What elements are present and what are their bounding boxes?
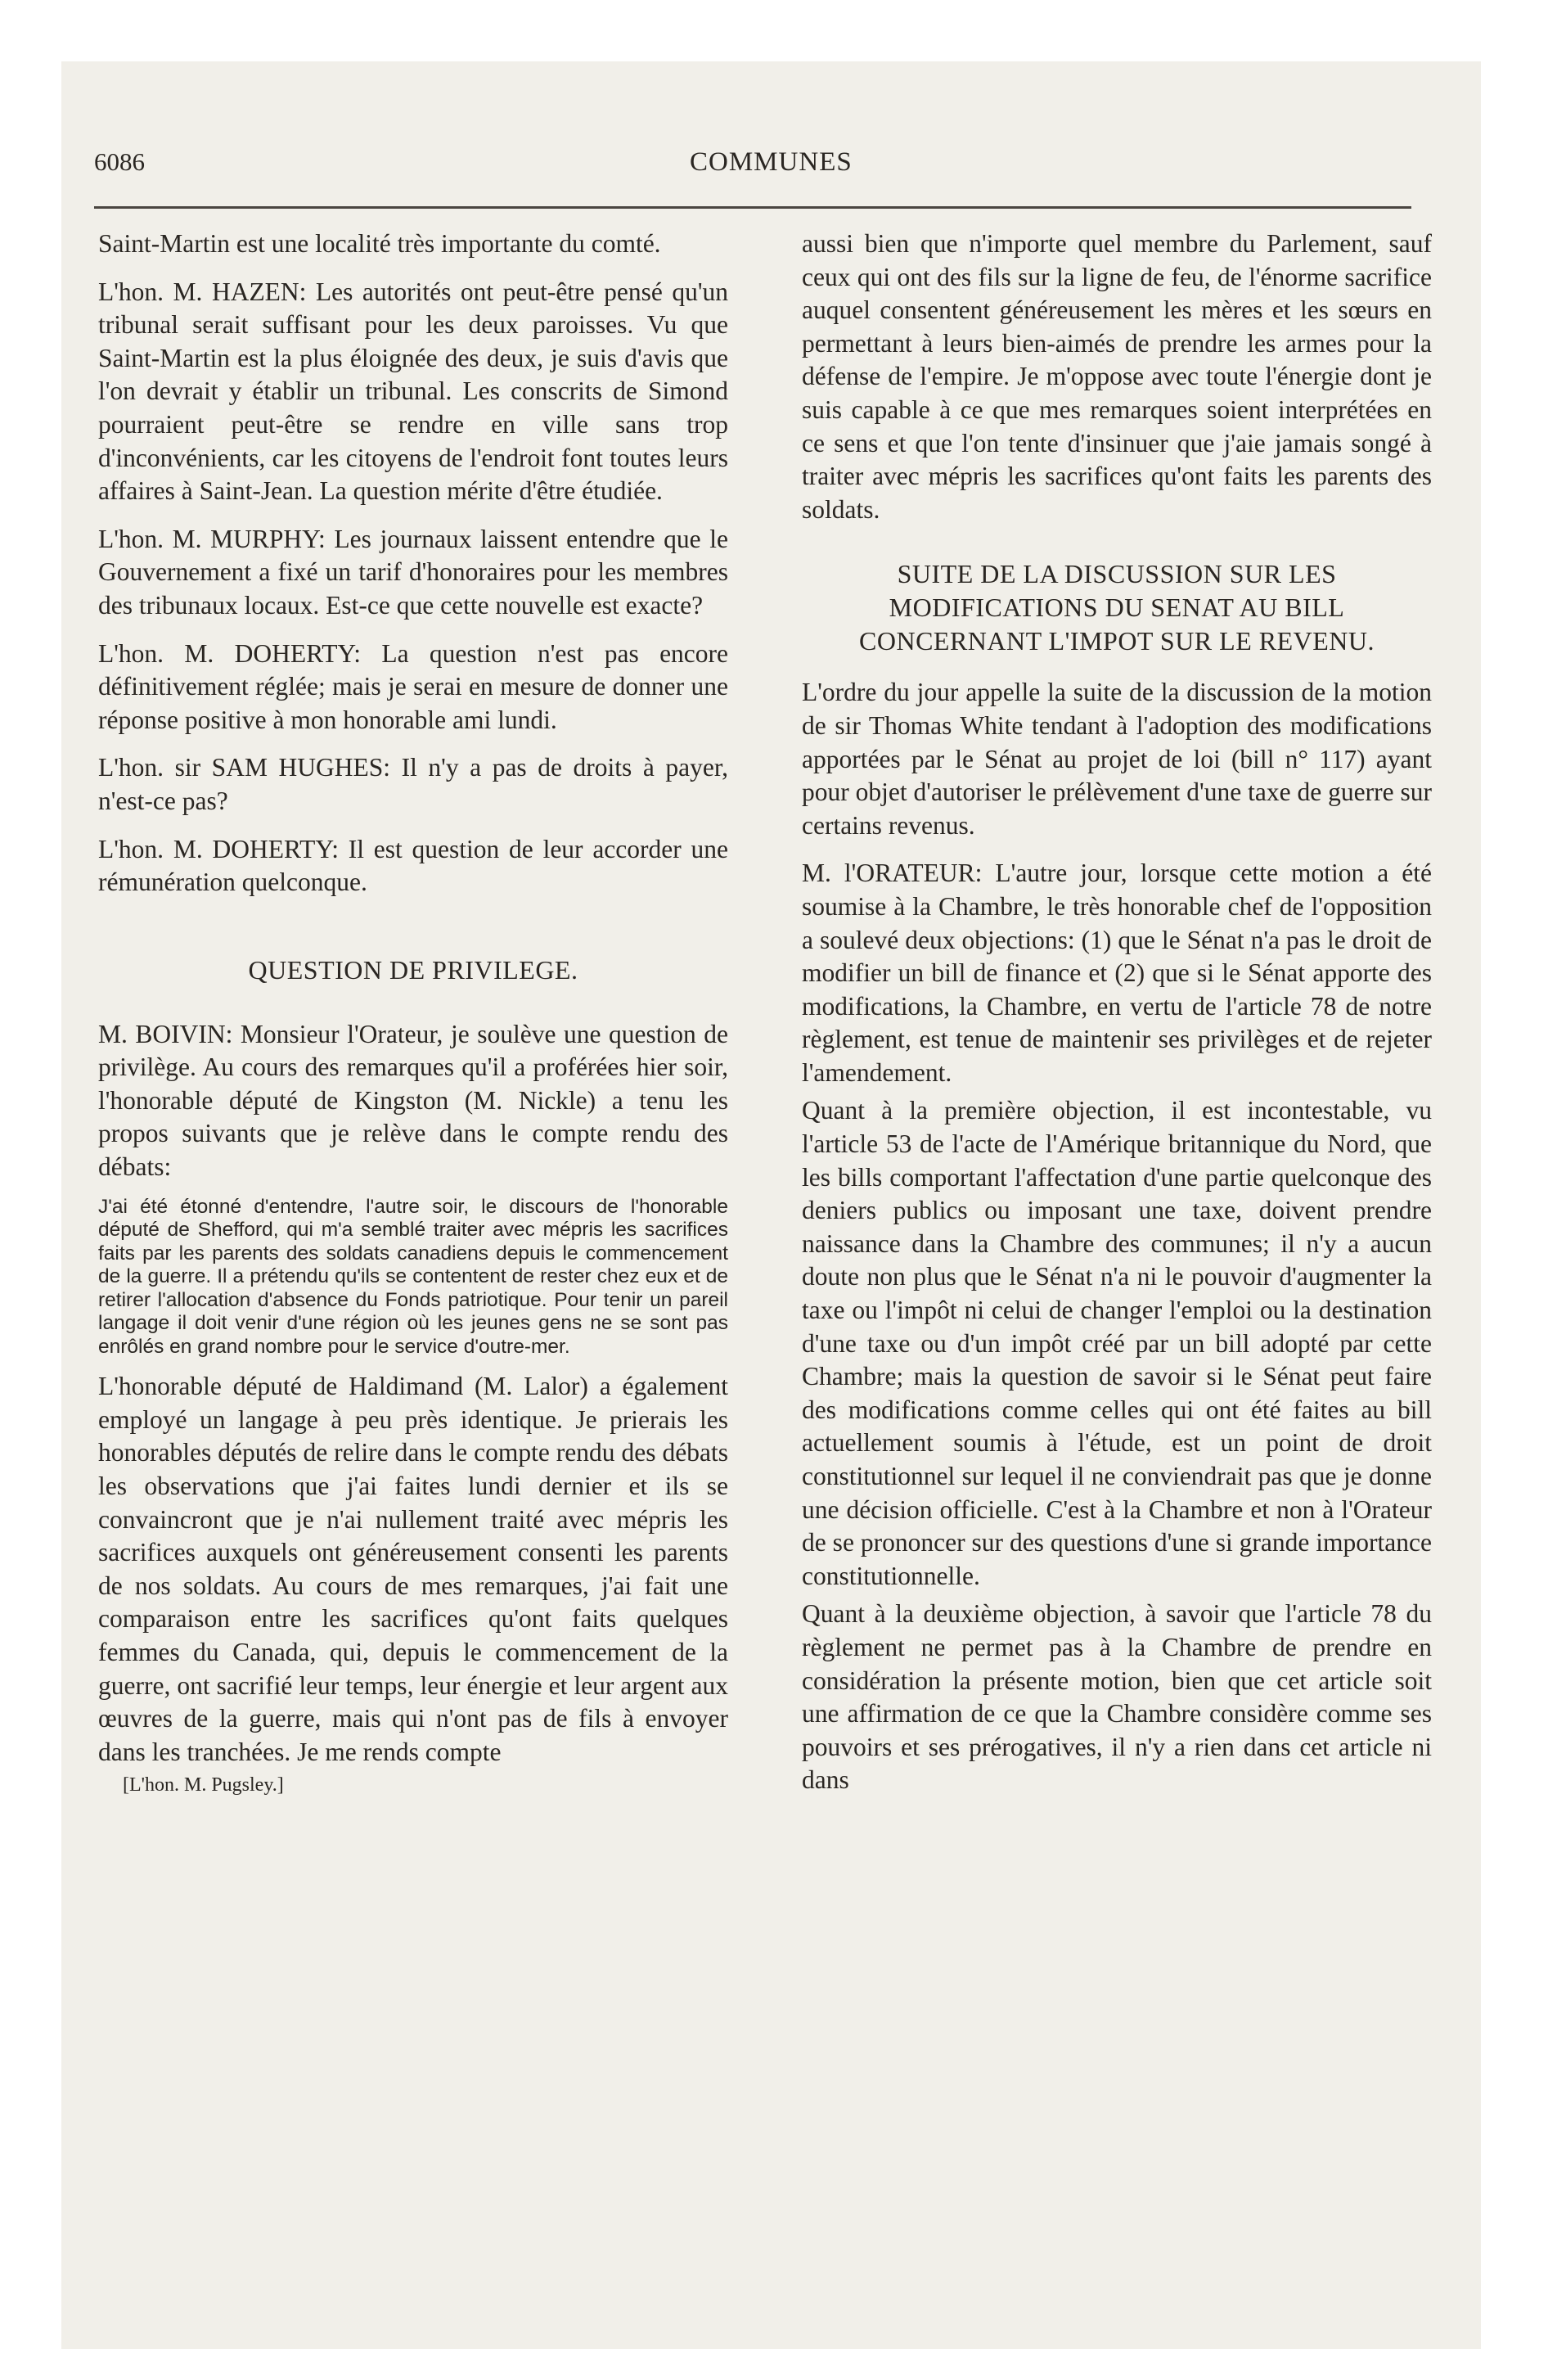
section-heading: QUESTION DE PRIVILEGE.	[248, 954, 578, 985]
page-number: 6086	[94, 147, 145, 176]
paragraph: L'ordre du jour appelle la suite de la discussion de la motion de sir Thomas White tendant à l'adoption des modifications apportées par le Sénat au projet de loi (bill n° 117) ayant pour objet d'autoriser le prélèvement d'une taxe de guerre sur certains revenus.	[802, 678, 1432, 840]
paragraph: L'hon. M. DOHERTY: La question n'est pas encore définitivement réglée; mais je serai en mesure de donner une réponse positive à mon honorable ami lundi.	[98, 638, 728, 734]
paragraph: M. l'ORATEUR: L'autre jour, lorsque cette motion a été soumise à la Chambre, le très honorable chef de l'opposition a soulevé deux objections: (1) que le Sénat n'a pas le droit de modifier un bill de finance et (2) que si le Sénat apporte des modifications, la Chambre, en vertu de l'article 78 de notre règlement, est tenue de maintenir ses privilèges et de rejeter l'amendement.	[802, 859, 1432, 1087]
quoted-passage: J'ai été étonné d'entendre, l'autre soir, le discours de l'honorable député de Shefford, qui m'a semblé traiter avec mépris les sacrifices faits par les parents des soldats canadiens depuis le commencement de la guerre. Il a prétendu qu'ils se contentent de rester chez eux et de retirer l'allocation d'absence du Fonds patriotique. Pour tenir un pareil langage il doit venir d'une région où les jeunes gens ne se sont pas enrôlés en grand nombre pour le service d'outre-mer.	[98, 1195, 728, 1358]
paragraph: L'honorable député de Haldimand (M. Lalor) a également employé un langage à peu près identique. Je prierais les honorables députés de relire dans le compte rendu des débats les observations que j'ai faites lundi dernier et ils se convaincront que je n'ai nullement traité avec mépris les sacrifices auxquels ont généreusement consenti les parents de nos soldats. Au cours de mes remarques, j'ai fait une comparaison entre les sacrifices qu'ont faits quelques femmes du Canada, qui, depuis le commencement de la guerre, ont sacrifié leur temps, leur énergie et leur argent aux œuvres de la guerre, mais qui n'ont pas de fils à envoyer dans les tranchées. Je me rends compte	[98, 1372, 728, 1766]
paragraph: M. BOIVIN: Monsieur l'Orateur, je soulève une question de privilège. Au cours des remarques qu'il a proférées hier soir, l'honorable député de Kingston (M. Nickle) a tenu les propos suivants que je relève dans le compte rendu des débats:	[98, 1019, 728, 1182]
speaker-footer: [L'hon. M. Pugsley.]	[123, 1774, 284, 1796]
left-column	[98, 228, 728, 1802]
running-head: COMMUNES	[690, 147, 853, 177]
header-rule	[94, 206, 1411, 209]
section-heading: SUITE DE LA DISCUSSION SUR LES MODIFICATIONS DU SENAT AU BILL CONCERNANT L'IMPOT SUR LE REVENU.	[859, 559, 1375, 656]
page-header	[94, 82, 1411, 177]
paragraph: L'hon. M. HAZEN: Les autorités ont peut-être pensé qu'un tribunal serait suffisant pour les deux paroisses. Vu que Saint-Martin est la plus éloignée des deux, je suis d'avis que l'on devrait y établir un tribunal. Les conscrits de Simond pourraient peut-être se rendre en ville sans trop d'inconvénients, car les citoyens de l'endroit font toutes leurs affaires à Saint-Jean. La question mérite d'être étudiée.	[98, 277, 728, 506]
paragraph: L'hon. M. MURPHY: Les journaux laissent entendre que le Gouvernement a fixé un tarif d'honoraires pour les membres des tribunaux locaux. Est-ce que cette nouvelle est exacte?	[98, 524, 728, 620]
paragraph: L'hon. sir SAM HUGHES: Il n'y a pas de droits à payer, n'est-ce pas?	[98, 753, 728, 815]
paragraph: Quant à la première objection, il est incontestable, vu l'article 53 de l'acte de l'Amérique britannique du Nord, que les bills comportant l'affectation d'une partie quelconque des deniers publics ou imposant une taxe, doivent prendre naissance dans la Chambre des communes; il n'y a aucun doute non plus que le Sénat n'a ni le pouvoir d'augmenter la taxe ou l'impôt ni celui de changer l'emploi ou la destination d'une taxe ou d'un impôt créé par un bill adopté par cette Chambre; mais la question de savoir si le Sénat peut faire des modifications comme celles qui ont été faites au bill actuellement soumis à l'étude, est un point de droit constitutionnel sur lequel il ne conviendrait pas que je donne une décision officielle. C'est à la Chambre et non à l'Orateur de se prononcer sur des questions d'une si grande importance constitutionnelle.	[802, 1096, 1432, 1590]
paragraph: Saint-Martin est une localité très importante du comté.	[98, 229, 661, 258]
paragraph: Quant à la deuxième objection, à savoir que l'article 78 du règlement ne permet pas à la Chambre de prendre en considération la présente motion, bien que cet article soit une affirmation de ce que la Chambre considère comme ses pouvoirs et ses prérogatives, il n'y a rien dans cet article ni dans	[802, 1599, 1432, 1795]
paragraph: L'hon. M. DOHERTY: Il est question de leur accorder une rémunération quelconque.	[98, 834, 728, 897]
right-column	[802, 228, 1432, 1797]
paragraph: aussi bien que n'importe quel membre du Parlement, sauf ceux qui ont des fils sur la ligne de feu, de l'énorme sacrifice auquel consentent généreusement les mères et les sœurs en permettant à leurs bien-aimés de prendre les armes pour la défense de l'empire. Je m'oppose avec toute l'énergie dont je suis capable à ce que mes remarques soient interprétées en ce sens et que l'on tente d'insinuer que j'aie jamais songé à traiter avec mépris les sacrifices qu'ont faits les parents des soldats.	[802, 229, 1432, 524]
